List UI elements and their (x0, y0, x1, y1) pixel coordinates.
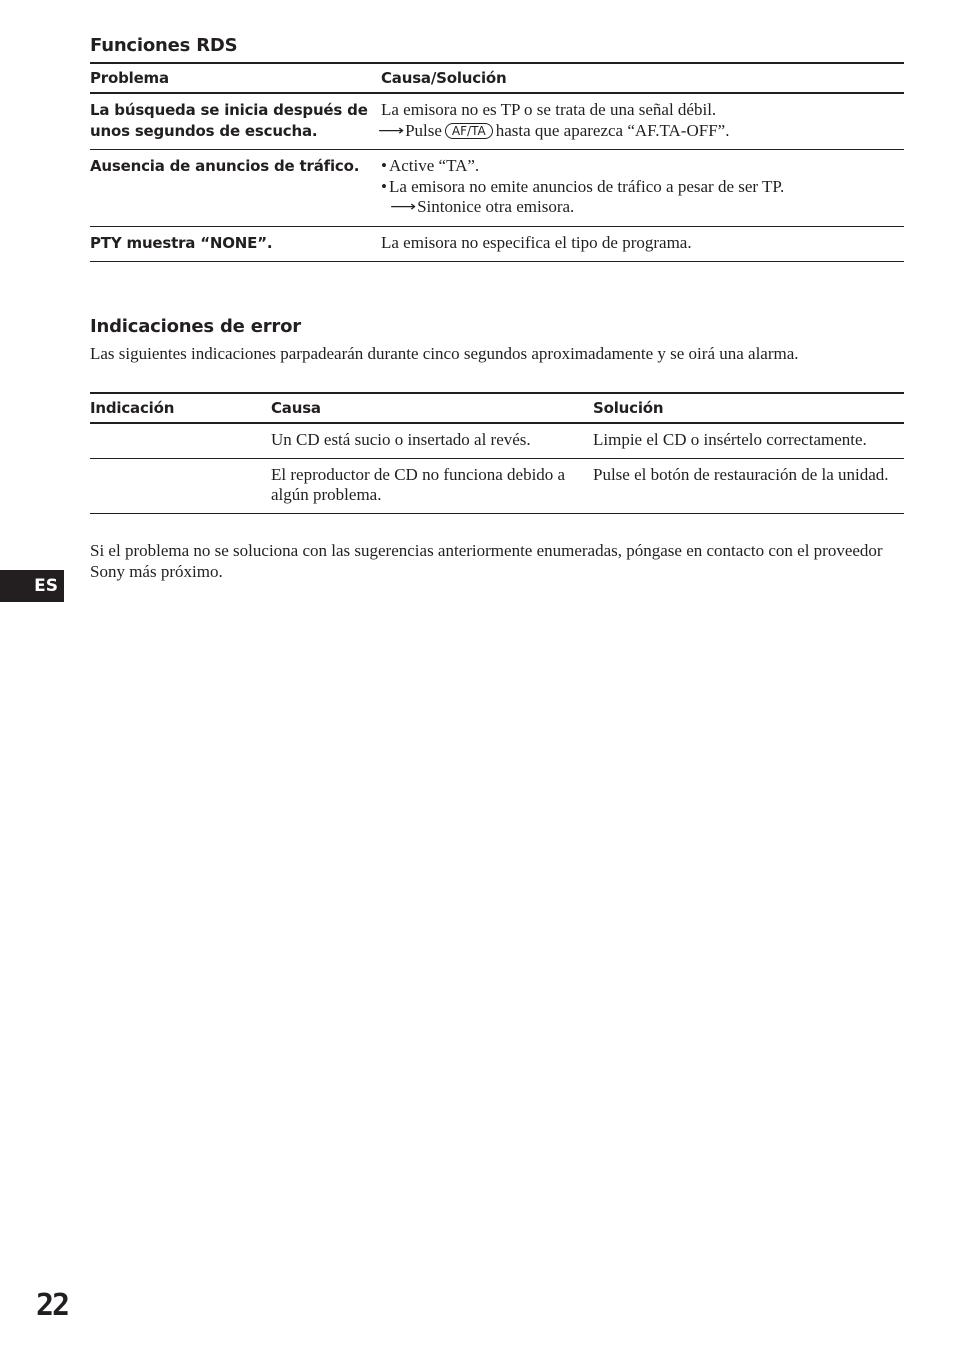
solution-cell: Pulse el botón de restauración de la unidad. (593, 458, 904, 513)
table-row (90, 423, 904, 458)
cause-cell: Un CD está sucio o insertado al revés. (271, 423, 593, 458)
solution-line (381, 197, 904, 219)
solution-suffix: hasta que aparezca “AF.TA-OFF”. (495, 120, 730, 140)
errors-table (90, 392, 904, 514)
language-tab: ES (0, 570, 64, 602)
footer-note: Si el problema no se soluciona con las sugerencias anteriormente enumeradas, póngase en contacto con el proveedor Sony más próximo. (90, 541, 883, 581)
solution-line (377, 120, 904, 143)
problem-cell: La búsqueda se inicia después de unos segundos de escucha. (90, 93, 381, 150)
cause-cell: El reproductor de CD no funciona debido a algún problema. (271, 458, 593, 513)
bullet-item: • La emisora no emite anuncios de tráfico a pesar de ser TP. (381, 177, 904, 198)
problem-cell: PTY muestra “NONE”. (90, 226, 381, 261)
indication-cell (90, 423, 271, 458)
solution-text: Sintonice otra emisora. (417, 197, 575, 216)
bullet-item: • Active “TA”. (381, 156, 904, 177)
problem-cell: Ausencia de anuncios de tráfico. (90, 150, 381, 227)
column-header-cause: Causa (271, 393, 593, 423)
arrow-right-icon: ⟶ (389, 199, 417, 215)
column-header-cause-solution: Causa/Solución (381, 63, 904, 93)
table-row (90, 93, 904, 150)
column-header-problem: Problema (90, 63, 381, 93)
table-row (90, 150, 904, 227)
indication-cell (90, 458, 271, 513)
table-header-row (90, 63, 904, 93)
section-title-rds: Funciones RDS (90, 35, 238, 56)
column-header-indication: Indicación (90, 393, 271, 423)
column-header-solution: Solución (593, 393, 904, 423)
cause-solution-cell (381, 150, 904, 227)
table-header-row (90, 393, 904, 423)
rds-table (90, 62, 904, 262)
cause-solution-cell: La emisora no especifica el tipo de programa. (381, 226, 904, 261)
af-ta-button-icon: AF/TA (445, 123, 493, 139)
errors-intro: Las siguientes indicaciones parpadearán durante cinco segundos aproximadamente y se oirá una alarma. (90, 344, 799, 363)
cause-text: La emisora no es TP o se trata de una señal débil. (381, 100, 717, 119)
cause-solution-cell (377, 93, 904, 150)
page-number: 22 (36, 1288, 69, 1323)
arrow-right-icon: ⟶ (377, 122, 405, 139)
table-row (90, 226, 904, 261)
solution-prefix: Pulse (405, 120, 442, 140)
solution-cell: Limpie el CD o insértelo correctamente. (593, 423, 904, 458)
table-row (90, 458, 904, 513)
section-title-errors: Indicaciones de error (90, 316, 301, 337)
